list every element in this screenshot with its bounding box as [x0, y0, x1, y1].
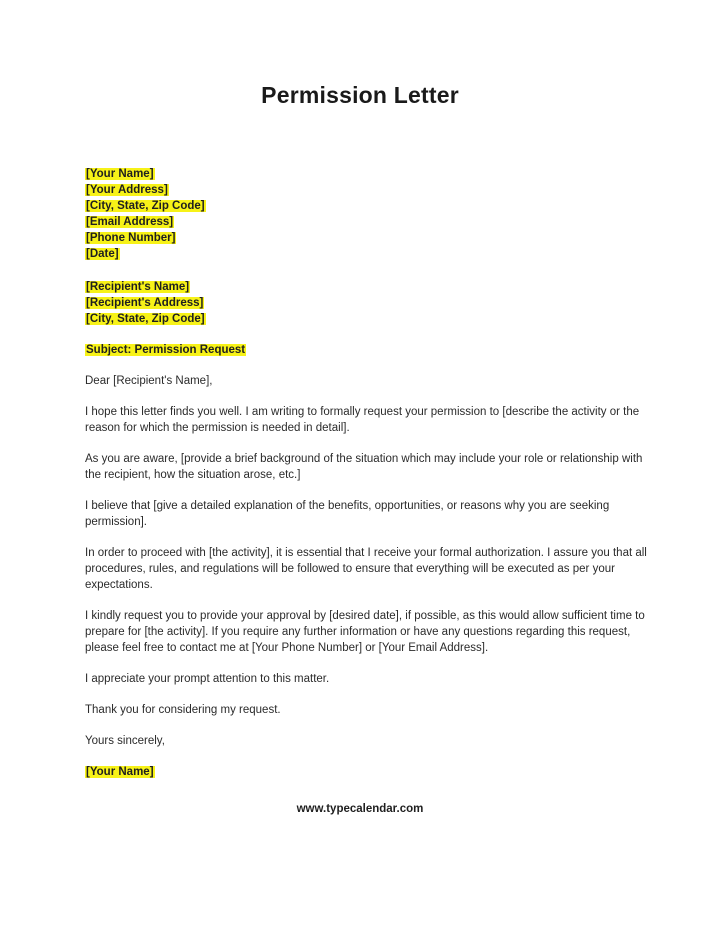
signature-row	[85, 764, 650, 780]
sender-city-placeholder: [City, State, Zip Code]	[86, 200, 205, 212]
sender-phone-placeholder: [Phone Number]	[86, 232, 176, 244]
recipient-address-block	[85, 279, 650, 327]
sender-address-block	[85, 166, 650, 262]
sender-line	[85, 198, 650, 214]
paragraph-approval-deadline: I kindly request you to provide your approval by [desired date], if possible, as this would allow sufficient time to prepare for [the activity]. If you require any further information or have any questions regarding this request, please feel free to contact me at [Your Phone Number] or [Your Email Address].	[85, 610, 645, 654]
recipient-line	[85, 295, 650, 311]
recipient-line	[85, 311, 650, 327]
sender-address-placeholder: [Your Address]	[86, 184, 168, 196]
page-title: Permission Letter	[261, 82, 459, 108]
recipient-city-placeholder: [City, State, Zip Code]	[86, 313, 205, 325]
recipient-address-placeholder: [Recipient's Address]	[86, 297, 204, 309]
sender-line	[85, 246, 650, 262]
sender-line	[85, 166, 650, 182]
sender-line	[85, 214, 650, 230]
subject-line: Subject: Permission Request	[86, 344, 246, 356]
date-placeholder: [Date]	[86, 248, 119, 260]
signature-name-placeholder: [Your Name]	[86, 766, 154, 778]
sender-line	[85, 182, 650, 198]
paragraph-benefits: I believe that [give a detailed explanation of the benefits, opportunities, or reasons why you are seeking permission].	[85, 500, 610, 528]
salutation: Dear [Recipient's Name],	[85, 375, 213, 387]
paragraph-background: As you are aware, [provide a brief background of the situation which may include your role or relationship with the recipient, how the situation arose, etc.]	[85, 453, 643, 481]
sender-email-placeholder: [Email Address]	[86, 216, 174, 228]
closing-valediction: Yours sincerely,	[85, 735, 165, 747]
paragraph-authorization: In order to proceed with [the activity], it is essential that I receive your formal authorization. I assure you that all procedures, rules, and regulations will be followed to ensure that everything will be executed as per your expectations.	[85, 547, 647, 591]
subject-row	[85, 342, 650, 358]
sender-name-placeholder: [Your Name]	[86, 168, 154, 180]
recipient-line	[85, 279, 650, 295]
paragraph-request: I hope this letter finds you well. I am writing to formally request your permission to [describe the activity or the reason for which the permission is needed in detail].	[85, 406, 640, 434]
paragraph-thanks: Thank you for considering my request.	[85, 704, 281, 716]
paragraph-appreciation: I appreciate your prompt attention to this matter.	[85, 673, 330, 685]
recipient-name-placeholder: [Recipient's Name]	[86, 281, 190, 293]
footer-url: www.typecalendar.com	[296, 803, 424, 815]
sender-line	[85, 230, 650, 246]
